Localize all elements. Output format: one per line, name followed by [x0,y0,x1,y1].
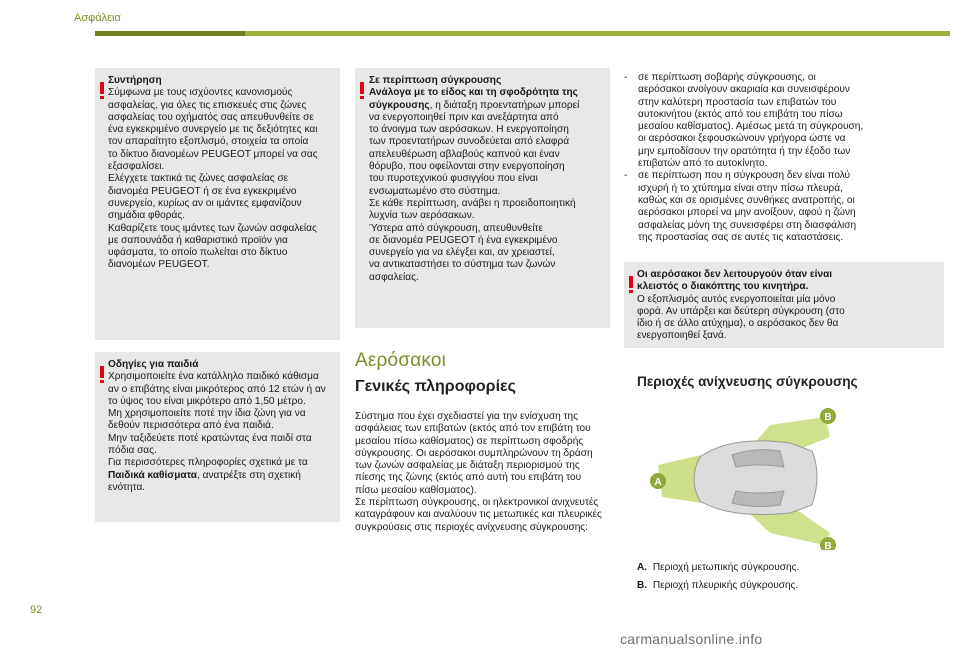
child-seats-reference-tail: , ανατρέξτε στη σχετική [197,469,301,481]
legend-key-b: B. [637,580,648,591]
collision-line: το άνοιγμα των αερόσακων. Η ενεργοποίηση [369,124,569,136]
collision-subtitle-2: σύγκρουσης [369,99,430,111]
box4-line: φορά. Αν υπάρξει και δεύτερη σύγκρουση (στο [637,305,845,317]
bullet-line: αερόσακοι μπορεί να μην ανοίξουν, αφού η ζώνη [638,207,856,219]
warning-icon [359,82,365,99]
warning-icon [99,366,105,383]
bullet-line: αερόσακοι ανοίγουν ακαριαία και συνεισφέρουν [638,84,850,96]
children-title: Οδηγίες για παιδιά [108,359,199,370]
maintenance-line: διανομέα PEUGEOT ή σε ένα εγκεκριμένο [108,185,297,197]
label-b-top-badge [820,408,836,424]
box4-line: ενεργοποιηθεί ξανά. [637,330,727,342]
detection-zones-diagram [640,405,840,550]
children-text [108,359,326,494]
header-rule [95,31,950,36]
bullet-line: σε περίπτωση σοβαρής σύγκρουσης, οι [638,72,816,83]
bullet-line: ασφαλείας μόνη της συνεισφέρει στη διασφάλιση [638,219,857,231]
legend-text-b: Περιοχή πλευρικής σύγκρουσης. [652,580,799,591]
collision-line: ασφαλείας. [369,271,419,283]
children-line: Μην ταξιδεύετε ποτέ κρατώντας ένα παιδί στα [108,432,312,444]
label-b-top: B [824,412,832,423]
airbag-bullets [624,72,863,244]
airbags-heading: Αερόσακοι [355,350,447,371]
legend-text-a: Περιοχή μετωπικής σύγκρουσης. [652,562,800,573]
bullet-line: της προστασίας σας σε αυτές τις καταστάσεις. [638,231,844,243]
detection-zones-heading: Περιοχές ανίχνευσης σύγκρουσης [637,374,858,389]
airbags-line: καταγράφουν και αναλύουν τις μετωπικές και πλευρικές [355,509,602,521]
maintenance-line: το δίκτυο διανομέων PEUGEOT μπορεί να σας [108,148,318,160]
bullet-line: μην εμποδίσουν την ορατότητα ή την έξοδο των [638,145,851,157]
children-line: ενότητα. [108,481,146,493]
collision-line: να ενεργοποιηθεί πριν και ανεξάρτητα από [369,111,559,123]
airbags-line: μεσαίου πίσω καθίσματος) σε περίπτωση σφοδρής [355,435,584,447]
bullet-dash: - [624,170,628,182]
maintenance-line: ασφαλείας, για όλες τις επισκευές στις ζώνες [108,99,307,111]
bullet-line: καθώς και σε ορισμένες συνθήκες ανατροπής, οι [638,194,855,206]
collision-text [369,75,579,284]
bullet-dash: - [624,72,628,83]
collision-title: Σε περίπτωση σύγκρουσης [369,75,502,86]
airbags-line: συγκρούσεις στις περιοχές ανίχνευσης σύγκρουσης: [355,521,588,533]
maintenance-text [108,75,318,272]
airbags-line: Σύστημα που έχει σχεδιαστεί για την ενίσχυση της [355,411,578,422]
airbags-line: των ζωνών ασφαλείας με διάταξη περιορισμού της [355,460,580,472]
maintenance-line: Ελέγχετε τακτικά τις ζώνες ασφαλείας σε [108,173,289,185]
warning-icon [628,276,634,293]
collision-line: θόρυβο, που οφείλονται στην ενεργοποίηση [369,161,565,173]
children-line: πόδια σας. [108,445,157,457]
box4-title-1: Οι αερόσακοι δεν λειτουργούν όταν είναι [637,269,833,280]
warning-icon [99,82,105,99]
box4-line: Ο εξοπλισμός αυτός ενεργοποιείται μία μόνο [637,293,836,305]
bullet-line: ισχυρή ή το χτύπημα είναι στην πίσω πλευρά, [638,182,843,194]
children-link-line [108,470,326,482]
airbags-body [355,411,602,534]
children-line: Μη χρησιμοποιείτε ποτέ την ίδια ζώνη για να [108,408,306,420]
watermark-text: carmanualsonline.info [620,631,763,647]
collision-line: Ύστερα από σύγκρουση, απευθυνθείτε [369,222,544,234]
children-line: Χρησιμοποιείτε ένα κατάλληλο παιδικό κάθισμα [108,371,319,383]
airbags-line: πίεσης της ζώνης (εκτός από αυτή του επιβάτη του [355,472,582,484]
label-a: A [654,477,662,488]
collision-line: των προεντατήρων συνοδεύεται από ελαφρά [369,136,570,148]
bullet-line: μεσαίου καθίσματος). Αμέσως μετά τη σύγκρουση, [638,121,864,133]
label-a-badge [650,473,666,489]
maintenance-title: Συντήρηση [108,75,162,86]
maintenance-line: εξασφαλίσει. [108,161,165,173]
bullet-item [624,72,863,170]
airbag-single-use-text [637,269,845,343]
maintenance-line: συνεργείο, κυρίως αν οι ιμάντες εμφανίζουν [108,197,302,209]
maintenance-line: Σύμφωνα με τους ισχύοντες κανονισμούς [108,87,293,99]
airbags-line: Σε περίπτωση σύγκρουσης, οι ηλεκτρονικοί ανιχνευτές [355,497,599,509]
airbags-line: ασφάλειας των επιβατών (εκτός από τον επιβάτη του [355,423,591,435]
airbags-line: πίσω μεσαίου καθίσματος). [355,484,477,496]
maintenance-line: Καθαρίζετε τους ιμάντες των ζωνών ασφαλείας [108,222,317,234]
children-line: το ύψος του είναι μικρότερο από 1,50 μέτρο. [108,395,306,407]
bullet-line: σε περίπτωση που η σύγκρουση δεν είναι πολύ [638,170,851,182]
bullet-line: στην καλύτερη προστασία των επιβατών του [638,96,837,108]
legend-item-b [637,580,798,591]
collision-line: σε διανομέα PEUGEOT ή ένα εγκεκριμένο [369,234,558,246]
bullet-line: επιβατών από το αυτοκίνητο. [638,158,768,170]
bullet-item [624,170,863,244]
collision-line: ενσωματωμένο στο σύστημα. [369,185,501,197]
children-line: Για περισσότερες πληροφορίες σχετικά με τα [108,457,308,469]
collision-line: απελευθέρωση αβλαβούς καπνού και έναν [369,148,560,160]
children-line: δεθούν περισσότερα από ένα παιδιά. [108,420,274,432]
collision-line: λυχνία των αερόσακων. [369,210,475,222]
collision-line: του πυροτεχνικού φυσιγγίου που είναι [369,173,538,185]
collision-subtitle-1: Ανάλογα με το είδος και τη σφοδρότητα της [369,87,578,99]
maintenance-line: σημάδια φθοράς. [108,210,186,222]
child-seats-reference: Παιδικά καθίσματα [108,469,197,481]
maintenance-line: ένα εγκεκριμένο συνεργείο με τις δεξιότητες και [108,124,318,136]
box4-line: ίδιο ή σε άλλο ατύχημα), ο αερόσακος δεν θα [637,318,839,330]
maintenance-line: ασφαλείας του οχήματός σας απευθυνθείτε σε [108,111,314,123]
legend-key-a: A. [637,562,648,573]
collision-subtitle-tail: , η διάταξη προεντατήρων μπορεί [429,99,580,111]
bullet-line: αυτοκινήτου (εκτός από του επιβάτη του πίσω [638,108,843,120]
page-number: 92 [30,604,43,616]
airbags-line: σύγκρουσης. Οι αερόσακοι συμπληρώνουν τη δράση [355,447,593,459]
label-b-bottom: B [824,541,832,550]
bullet-line: οι αερόσακοι ξεφουσκώνουν γρήγορα ώστε να [638,133,846,145]
maintenance-line: διανομέων PEUGEOT. [108,259,210,271]
maintenance-line: υφάσματα, το οποίο πωλείται στο δίκτυο [108,247,288,259]
section-label: Ασφάλεια [74,12,121,24]
maintenance-line: τον απαραίτητο εξοπλισμό, στοιχεία τα οποία [108,136,309,148]
collision-line: Σε κάθε περίπτωση, ανάβει η προειδοποιητική [369,197,576,209]
car-outline [694,441,817,515]
children-line: αν ο επιβάτης είναι μικρότερος από 12 ετών ή αν [108,383,326,395]
box4-title-2: κλειστός ο διακόπτης του κινητήρα. [637,281,809,293]
maintenance-line: με σαπουνάδα ή καθαριστικό προϊόν για [108,234,288,246]
collision-line: συνεργείο για να ελέγξει και, αν χρειαστεί, [369,247,555,259]
watermark [0,628,960,649]
legend-item-a [637,562,799,573]
collision-line: να αντικαταστήσει το σύστημα των ζωνών [369,259,556,271]
general-info-heading: Γενικές πληροφορίες [355,378,516,395]
